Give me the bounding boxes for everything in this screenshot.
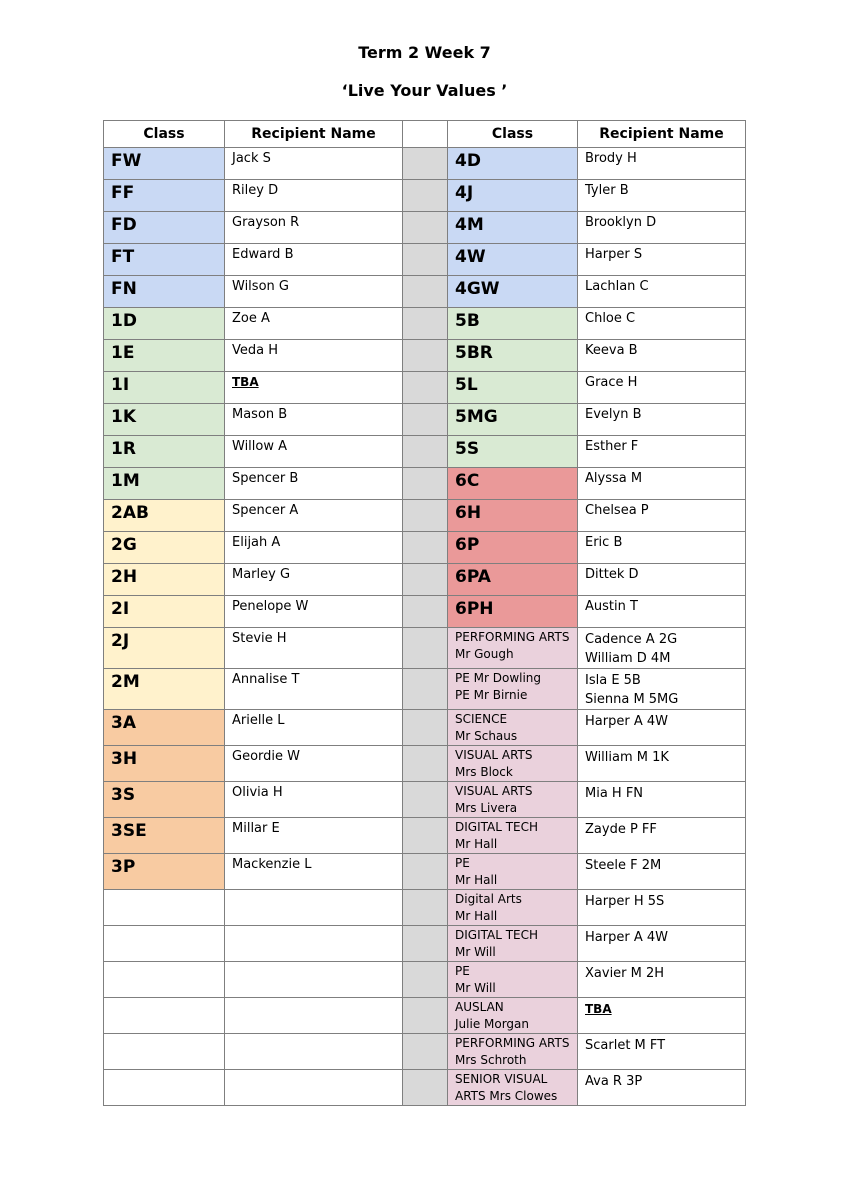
class-cell: 1E xyxy=(104,340,225,372)
table-row xyxy=(104,468,746,500)
specialist-subject: Digital Arts xyxy=(455,892,522,906)
recipient-name-second: William D 4M xyxy=(585,651,671,666)
recipient-name: Dittek D xyxy=(585,567,639,582)
recipient-cell xyxy=(578,962,746,998)
recipient-name: Geordie W xyxy=(232,749,300,764)
class-cell: 2G xyxy=(104,532,225,564)
recipient-cell xyxy=(578,148,746,180)
recipient-name: William M 1K xyxy=(585,750,669,765)
recipient-name: TBA xyxy=(585,1002,612,1016)
recipient-name: Harper S xyxy=(585,247,643,262)
recipient-cell xyxy=(225,436,403,468)
recipient-cell xyxy=(578,468,746,500)
class-cell: 1D xyxy=(104,308,225,340)
recipient-cell xyxy=(225,564,403,596)
recipient-cell xyxy=(225,854,403,890)
class-cell: 1I xyxy=(104,372,225,404)
separator-cell xyxy=(403,436,448,468)
empty-class-cell xyxy=(104,926,225,962)
separator-cell xyxy=(403,782,448,818)
class-cell: 4D xyxy=(448,148,578,180)
class-cell: 6PA xyxy=(448,564,578,596)
specialist-subject: DIGITAL TECH xyxy=(455,820,539,834)
recipient-cell xyxy=(578,746,746,782)
class-cell: 5S xyxy=(448,436,578,468)
table-row xyxy=(104,746,746,782)
recipient-cell xyxy=(225,244,403,276)
separator-cell xyxy=(403,404,448,436)
separator-cell xyxy=(403,854,448,890)
table-row xyxy=(104,628,746,669)
separator-cell xyxy=(403,710,448,746)
recipient-cell xyxy=(578,998,746,1034)
empty-recipient-cell xyxy=(225,1034,403,1070)
separator-cell xyxy=(403,890,448,926)
recipient-cell xyxy=(225,372,403,404)
recipient-cell xyxy=(578,890,746,926)
recipient-name: Harper A 4W xyxy=(585,930,668,945)
recipient-cell xyxy=(578,436,746,468)
recipient-cell xyxy=(578,669,746,710)
specialist-subject: PERFORMING ARTS xyxy=(455,1036,570,1050)
awards-table xyxy=(103,120,746,1106)
separator-cell xyxy=(403,596,448,628)
recipient-name: Stevie H xyxy=(232,631,287,646)
recipient-name: Alyssa M xyxy=(585,471,643,486)
recipient-cell xyxy=(578,564,746,596)
separator-cell xyxy=(403,308,448,340)
specialist-cell xyxy=(448,1070,578,1106)
class-cell: FT xyxy=(104,244,225,276)
table-row xyxy=(104,596,746,628)
separator-cell xyxy=(403,276,448,308)
specialist-cell xyxy=(448,890,578,926)
specialist-cell xyxy=(448,669,578,710)
recipient-cell xyxy=(225,180,403,212)
header-class-right: Class xyxy=(448,121,578,148)
recipient-cell xyxy=(578,500,746,532)
empty-class-cell xyxy=(104,1034,225,1070)
recipient-cell xyxy=(578,212,746,244)
specialist-subject: AUSLAN xyxy=(455,1000,504,1014)
empty-recipient-cell xyxy=(225,890,403,926)
recipient-name: Spencer A xyxy=(232,503,299,518)
class-cell: 6P xyxy=(448,532,578,564)
empty-recipient-cell xyxy=(225,962,403,998)
recipient-cell xyxy=(578,404,746,436)
class-cell: 2J xyxy=(104,628,225,669)
separator-cell xyxy=(403,998,448,1034)
recipient-name: Scarlet M FT xyxy=(585,1038,666,1053)
table-row xyxy=(104,340,746,372)
recipient-cell xyxy=(578,710,746,746)
class-cell: 5L xyxy=(448,372,578,404)
empty-class-cell xyxy=(104,962,225,998)
recipient-cell xyxy=(225,148,403,180)
class-cell: 1R xyxy=(104,436,225,468)
recipient-cell xyxy=(578,244,746,276)
recipient-name: Grayson R xyxy=(232,215,300,230)
recipient-name: Chloe C xyxy=(585,311,636,326)
header-recipient-left: Recipient Name xyxy=(225,121,403,148)
class-cell: 4W xyxy=(448,244,578,276)
recipient-name: Harper A 4W xyxy=(585,714,668,729)
class-cell: 3A xyxy=(104,710,225,746)
class-cell: 3H xyxy=(104,746,225,782)
class-cell: 1K xyxy=(104,404,225,436)
table-row xyxy=(104,854,746,890)
recipient-cell xyxy=(225,404,403,436)
recipient-name: Eric B xyxy=(585,535,623,550)
specialist-subject: VISUAL ARTS xyxy=(455,748,533,762)
separator-cell xyxy=(403,746,448,782)
recipient-name: Brooklyn D xyxy=(585,215,657,230)
specialist-teacher: Mr Will xyxy=(455,945,496,959)
recipient-name: Grace H xyxy=(585,375,638,390)
specialist-teacher: ARTS Mrs Clowes xyxy=(455,1089,558,1103)
specialist-subject: PERFORMING ARTS xyxy=(455,630,570,644)
specialist-subject: SENIOR VISUAL xyxy=(455,1072,548,1086)
separator-cell xyxy=(403,340,448,372)
recipient-cell xyxy=(578,340,746,372)
recipient-cell xyxy=(225,596,403,628)
class-cell: 6H xyxy=(448,500,578,532)
recipient-name: Mason B xyxy=(232,407,288,422)
table-row xyxy=(104,404,746,436)
class-cell: 5MG xyxy=(448,404,578,436)
recipient-cell xyxy=(225,468,403,500)
class-cell: FN xyxy=(104,276,225,308)
recipient-name: Marley G xyxy=(232,567,291,582)
empty-class-cell xyxy=(104,998,225,1034)
specialist-cell xyxy=(448,962,578,998)
class-cell: 5B xyxy=(448,308,578,340)
specialist-teacher: Mr Gough xyxy=(455,647,514,661)
recipient-name: Austin T xyxy=(585,599,638,614)
table-row xyxy=(104,998,746,1034)
table-row xyxy=(104,308,746,340)
recipient-cell xyxy=(225,818,403,854)
specialist-teacher: Julie Morgan xyxy=(455,1017,530,1031)
table-row xyxy=(104,532,746,564)
separator-cell xyxy=(403,372,448,404)
header-class-left: Class xyxy=(104,121,225,148)
recipient-cell xyxy=(578,276,746,308)
table-row xyxy=(104,962,746,998)
specialist-cell xyxy=(448,926,578,962)
recipient-cell xyxy=(225,212,403,244)
recipient-name: Edward B xyxy=(232,247,294,262)
recipient-cell xyxy=(578,818,746,854)
class-cell: 4M xyxy=(448,212,578,244)
specialist-subject: SCIENCE xyxy=(455,712,508,726)
separator-cell xyxy=(403,564,448,596)
table-row xyxy=(104,890,746,926)
specialist-cell xyxy=(448,818,578,854)
specialist-cell xyxy=(448,854,578,890)
recipient-name: Spencer B xyxy=(232,471,299,486)
separator-cell xyxy=(403,532,448,564)
specialist-teacher: Mrs Livera xyxy=(455,801,518,815)
class-cell: FD xyxy=(104,212,225,244)
specialist-teacher: Mr Hall xyxy=(455,873,498,887)
specialist-teacher: Mr Hall xyxy=(455,837,498,851)
class-cell: 5BR xyxy=(448,340,578,372)
table-row xyxy=(104,710,746,746)
recipient-cell xyxy=(225,746,403,782)
table-row xyxy=(104,782,746,818)
class-cell: FF xyxy=(104,180,225,212)
specialist-subject: PE xyxy=(455,964,470,978)
recipient-name: Ava R 3P xyxy=(585,1074,643,1089)
class-cell: 4J xyxy=(448,180,578,212)
recipient-name-second: Sienna M 5MG xyxy=(585,692,679,707)
recipient-name: Jack S xyxy=(232,151,271,166)
recipient-cell xyxy=(225,276,403,308)
separator-cell xyxy=(403,628,448,669)
separator-cell xyxy=(403,180,448,212)
recipient-name: Zoe A xyxy=(232,311,270,326)
recipient-name: Olivia H xyxy=(232,785,283,800)
separator-column xyxy=(403,121,448,148)
specialist-subject: PE xyxy=(455,856,470,870)
specialist-cell xyxy=(448,998,578,1034)
recipient-name: Elijah A xyxy=(232,535,281,550)
class-cell: 6PH xyxy=(448,596,578,628)
class-cell: 2M xyxy=(104,669,225,710)
class-cell: 2I xyxy=(104,596,225,628)
class-cell: 1M xyxy=(104,468,225,500)
recipient-cell xyxy=(578,596,746,628)
recipient-cell xyxy=(578,308,746,340)
recipient-cell xyxy=(578,628,746,669)
recipient-cell xyxy=(225,308,403,340)
header-row xyxy=(104,121,746,148)
recipient-cell xyxy=(578,372,746,404)
recipient-name: Xavier M 2H xyxy=(585,966,665,981)
recipient-name: Cadence A 2G xyxy=(585,632,678,647)
recipient-cell xyxy=(578,782,746,818)
recipient-name: Veda H xyxy=(232,343,279,358)
recipient-name: Lachlan C xyxy=(585,279,649,294)
table-row xyxy=(104,212,746,244)
separator-cell xyxy=(403,962,448,998)
empty-recipient-cell xyxy=(225,926,403,962)
recipient-cell xyxy=(225,340,403,372)
separator-cell xyxy=(403,818,448,854)
recipient-cell xyxy=(225,710,403,746)
page-subtitle: ‘Live Your Values ’ xyxy=(341,81,508,100)
separator-cell xyxy=(403,926,448,962)
recipient-cell xyxy=(578,180,746,212)
class-cell: 3P xyxy=(104,854,225,890)
specialist-cell xyxy=(448,628,578,669)
recipient-cell xyxy=(225,628,403,669)
table-row xyxy=(104,500,746,532)
class-cell: 3SE xyxy=(104,818,225,854)
recipient-name: Willow A xyxy=(232,439,288,454)
specialist-teacher: Mrs Schroth xyxy=(455,1053,527,1067)
recipient-name: Mia H FN xyxy=(585,786,644,801)
empty-class-cell xyxy=(104,890,225,926)
table-row xyxy=(104,669,746,710)
recipient-name: Millar E xyxy=(232,821,280,836)
separator-cell xyxy=(403,244,448,276)
page-title: Term 2 Week 7 xyxy=(358,43,491,62)
empty-recipient-cell xyxy=(225,998,403,1034)
specialist-teacher: Mr Schaus xyxy=(455,729,518,743)
specialist-cell xyxy=(448,746,578,782)
separator-cell xyxy=(403,1070,448,1106)
recipient-name: Tyler B xyxy=(585,183,629,198)
recipient-name: Annalise T xyxy=(232,672,300,687)
table-row xyxy=(104,436,746,468)
recipient-name: Esther F xyxy=(585,439,639,454)
separator-cell xyxy=(403,669,448,710)
specialist-cell xyxy=(448,710,578,746)
table-row xyxy=(104,818,746,854)
recipient-name: Wilson G xyxy=(232,279,289,294)
specialist-teacher: Mr Will xyxy=(455,981,496,995)
recipient-cell xyxy=(225,782,403,818)
specialist-subject: DIGITAL TECH xyxy=(455,928,539,942)
table-row xyxy=(104,1034,746,1070)
recipient-name: Evelyn B xyxy=(585,407,642,422)
recipient-cell xyxy=(225,532,403,564)
recipient-name: TBA xyxy=(232,375,259,389)
specialist-subject: VISUAL ARTS xyxy=(455,784,533,798)
header-recipient-right: Recipient Name xyxy=(578,121,746,148)
specialist-teacher: Mr Hall xyxy=(455,909,498,923)
recipient-name: Riley D xyxy=(232,183,279,198)
table-row xyxy=(104,564,746,596)
separator-cell xyxy=(403,468,448,500)
separator-cell xyxy=(403,212,448,244)
table-row xyxy=(104,148,746,180)
recipient-cell xyxy=(578,532,746,564)
class-cell: 2AB xyxy=(104,500,225,532)
class-cell: 6C xyxy=(448,468,578,500)
recipient-cell xyxy=(578,1034,746,1070)
specialist-cell xyxy=(448,782,578,818)
class-cell: FW xyxy=(104,148,225,180)
separator-cell xyxy=(403,148,448,180)
recipient-name: Zayde P FF xyxy=(585,822,657,837)
recipient-name: Mackenzie L xyxy=(232,857,312,872)
recipient-cell xyxy=(225,669,403,710)
recipient-cell xyxy=(225,500,403,532)
recipient-name: Harper H 5S xyxy=(585,894,665,909)
table-row xyxy=(104,180,746,212)
recipient-name: Steele F 2M xyxy=(585,858,662,873)
recipient-name: Brody H xyxy=(585,151,637,166)
recipient-name: Chelsea P xyxy=(585,503,649,518)
class-cell: 2H xyxy=(104,564,225,596)
specialist-subject: PE Mr Dowling xyxy=(455,671,542,685)
separator-cell xyxy=(403,1034,448,1070)
recipient-cell xyxy=(578,926,746,962)
table-row xyxy=(104,372,746,404)
table-row xyxy=(104,244,746,276)
specialist-teacher: PE Mr Birnie xyxy=(455,688,528,702)
recipient-name: Isla E 5B xyxy=(585,673,641,688)
recipient-name: Keeva B xyxy=(585,343,638,358)
class-cell: 4GW xyxy=(448,276,578,308)
empty-class-cell xyxy=(104,1070,225,1106)
recipient-cell xyxy=(578,854,746,890)
table-row xyxy=(104,926,746,962)
recipient-cell xyxy=(578,1070,746,1106)
recipient-name: Penelope W xyxy=(232,599,309,614)
recipient-name: Arielle L xyxy=(232,713,285,728)
table-row xyxy=(104,276,746,308)
empty-recipient-cell xyxy=(225,1070,403,1106)
specialist-cell xyxy=(448,1034,578,1070)
specialist-teacher: Mrs Block xyxy=(455,765,513,779)
table-row xyxy=(104,1070,746,1106)
separator-cell xyxy=(403,500,448,532)
class-cell: 3S xyxy=(104,782,225,818)
